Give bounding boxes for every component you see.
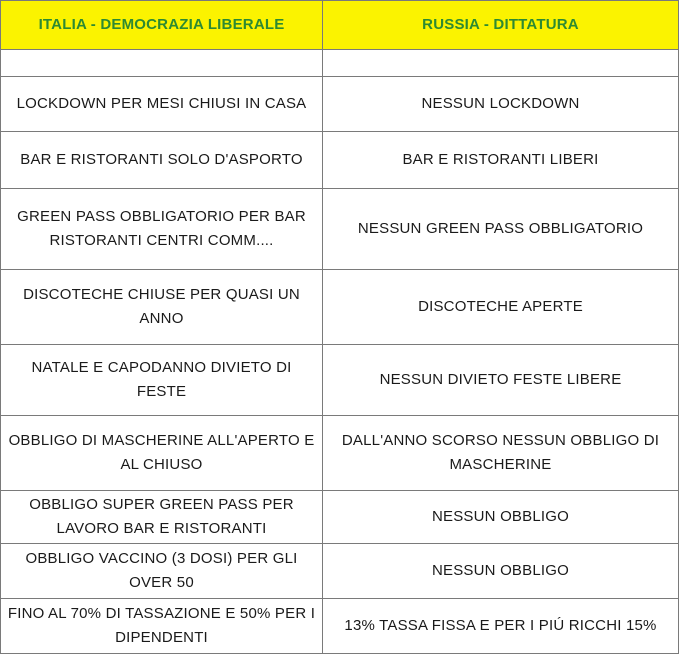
- cell-italia: NATALE E CAPODANNO DIVIETO DI FESTE: [1, 345, 323, 416]
- table-row: [1, 270, 679, 345]
- cell-italia: OBBLIGO DI MASCHERINE ALL'APERTO E AL CHIUSO: [1, 416, 323, 491]
- cell-russia: 13% TASSA FISSA E PER I PIÚ RICCHI 15%: [323, 599, 679, 654]
- cell-russia: BAR E RISTORANTI LIBERI: [323, 132, 679, 189]
- table-row: [1, 189, 679, 270]
- cell-russia: NESSUN LOCKDOWN: [323, 77, 679, 132]
- cell-italia: DISCOTECHE CHIUSE PER QUASI UN ANNO: [1, 270, 323, 345]
- cell-italia: BAR E RISTORANTI SOLO D'ASPORTO: [1, 132, 323, 189]
- table-row: [1, 132, 679, 189]
- cell-italia: OBBLIGO VACCINO (3 DOSI) PER GLI OVER 50: [1, 544, 323, 599]
- cell-russia: DALL'ANNO SCORSO NESSUN OBBLIGO DI MASCHERINE: [323, 416, 679, 491]
- table-row: [1, 345, 679, 416]
- header-italia: ITALIA - DEMOCRAZIA LIBERALE: [1, 1, 323, 50]
- table-row: [1, 77, 679, 132]
- table-row: [1, 599, 679, 654]
- cell-russia: [323, 50, 679, 77]
- cell-russia: NESSUN DIVIETO FESTE LIBERE: [323, 345, 679, 416]
- header-russia: RUSSIA - DITTATURA: [323, 1, 679, 50]
- cell-italia: GREEN PASS OBBLIGATORIO PER BAR RISTORANTI CENTRI COMM....: [1, 189, 323, 270]
- cell-italia: OBBLIGO SUPER GREEN PASS PER LAVORO BAR E RISTORANTI: [1, 491, 323, 544]
- cell-italia: [1, 50, 323, 77]
- cell-russia: NESSUN OBBLIGO: [323, 491, 679, 544]
- table-row: [1, 416, 679, 491]
- cell-italia: LOCKDOWN PER MESI CHIUSI IN CASA: [1, 77, 323, 132]
- cell-russia: DISCOTECHE APERTE: [323, 270, 679, 345]
- cell-russia: NESSUN GREEN PASS OBBLIGATORIO: [323, 189, 679, 270]
- table-header-row: [1, 1, 679, 50]
- table-row: [1, 544, 679, 599]
- cell-russia: NESSUN OBBLIGO: [323, 544, 679, 599]
- table-row: [1, 491, 679, 544]
- table-row-blank: [1, 50, 679, 77]
- cell-italia: FINO AL 70% DI TASSAZIONE E 50% PER I DIPENDENTI: [1, 599, 323, 654]
